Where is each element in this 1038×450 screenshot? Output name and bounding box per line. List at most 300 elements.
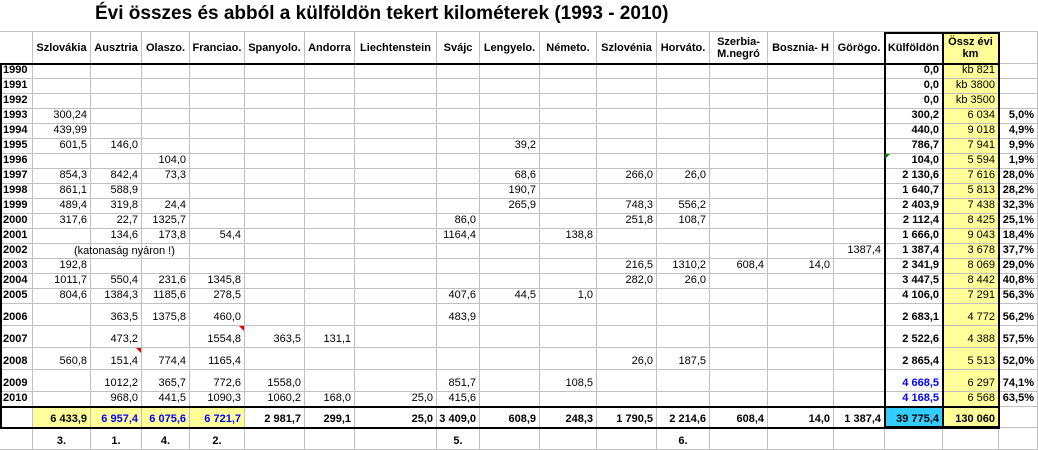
header-liechtenstein[interactable]: Liechtenstein — [355, 32, 437, 64]
year-cell[interactable]: 1995 — [0, 139, 33, 154]
cell-liechtenstein-2005[interactable] — [355, 289, 437, 304]
cell-nemeto-2008[interactable] — [540, 348, 597, 370]
cell-andorra-2009[interactable] — [305, 370, 355, 392]
cell-olaszo-2006[interactable]: 1375,8 — [142, 304, 190, 326]
cell-ausztria-1993[interactable] — [91, 109, 142, 124]
year-cell[interactable]: 1994 — [0, 124, 33, 139]
cell-gorogo-1997[interactable] — [834, 169, 885, 184]
cell-andorra-1993[interactable] — [305, 109, 355, 124]
cell-svajc-2008[interactable] — [437, 348, 480, 370]
cell-olaszo-1993[interactable] — [142, 109, 190, 124]
cell-lengyelo-2005[interactable]: 44,5 — [480, 289, 540, 304]
cell-bosznia-1994[interactable] — [768, 124, 834, 139]
cell-svajc-2001[interactable]: 1164,4 — [437, 229, 480, 244]
cell-bosznia-1995[interactable] — [768, 139, 834, 154]
rank-franciao[interactable]: 2. — [190, 428, 245, 450]
year-cell[interactable]: 1996 — [0, 154, 33, 169]
cell-ossz-km-2001[interactable]: 9 043 — [943, 229, 999, 244]
cell-szlovakia-1996[interactable] — [33, 154, 91, 169]
cell-liechtenstein-1991[interactable] — [355, 79, 437, 94]
cell-ausztria-2008[interactable]: 151,4 — [91, 348, 142, 370]
total-svajc[interactable]: 3 409,0 — [437, 407, 480, 428]
cell-szerbia-1991[interactable] — [710, 79, 768, 94]
cell-nemeto-2000[interactable] — [540, 214, 597, 229]
cell-ossz-km-2009[interactable]: 6 297 — [943, 370, 999, 392]
cell-arany-2008[interactable]: 52,0% — [999, 348, 1038, 370]
cell-kulfoldon-1990[interactable]: 0,0 — [885, 64, 943, 79]
cell-szlovakia-1992[interactable] — [33, 94, 91, 109]
year-cell[interactable]: 2003 — [0, 259, 33, 274]
cell-ossz-km-2008[interactable]: 5 513 — [943, 348, 999, 370]
cell-szlovenia-1999[interactable]: 748,3 — [597, 199, 657, 214]
cell-svajc-2010[interactable]: 415,6 — [437, 392, 480, 407]
cell-liechtenstein-1992[interactable] — [355, 94, 437, 109]
cell-franciao-2001[interactable]: 54,4 — [190, 229, 245, 244]
cell-lengyelo-2001[interactable] — [480, 229, 540, 244]
cell-kulfoldon-1998[interactable]: 1 640,7 — [885, 184, 943, 199]
cell-nemeto-2009[interactable]: 108,5 — [540, 370, 597, 392]
cell-gorogo-2000[interactable] — [834, 214, 885, 229]
cell-nemeto-1992[interactable] — [540, 94, 597, 109]
cell-gorogo-2001[interactable] — [834, 229, 885, 244]
cell-svajc-1995[interactable] — [437, 139, 480, 154]
cell-szlovakia-2003[interactable]: 192,8 — [33, 259, 91, 274]
cell-kulfoldon-2004[interactable]: 3 447,5 — [885, 274, 943, 289]
cell-szerbia-2002[interactable] — [710, 244, 768, 259]
total-lengyelo[interactable]: 608,9 — [480, 407, 540, 428]
cell-kulfoldon-2006[interactable]: 2 683,1 — [885, 304, 943, 326]
cell-arany-2000[interactable]: 25,1% — [999, 214, 1038, 229]
cell-ausztria-2009[interactable]: 1012,2 — [91, 370, 142, 392]
cell-spanyolo-1991[interactable] — [245, 79, 305, 94]
year-cell[interactable]: 1991 — [0, 79, 33, 94]
cell-horvato-2006[interactable] — [657, 304, 710, 326]
year-cell[interactable]: 2002 — [0, 244, 33, 259]
cell-kulfoldon-2003[interactable]: 2 341,9 — [885, 259, 943, 274]
cell-horvato-2007[interactable] — [657, 326, 710, 348]
cell-liechtenstein-1996[interactable] — [355, 154, 437, 169]
cell-olaszo-1992[interactable] — [142, 94, 190, 109]
cell-kulfoldon-1995[interactable]: 786,7 — [885, 139, 943, 154]
cell-ausztria-2010[interactable]: 968,0 — [91, 392, 142, 407]
cell-szlovakia-2000[interactable]: 317,6 — [33, 214, 91, 229]
cell-olaszo-1991[interactable] — [142, 79, 190, 94]
cell-nemeto-1998[interactable] — [540, 184, 597, 199]
cell-bosznia-1999[interactable] — [768, 199, 834, 214]
cell-lengyelo-2009[interactable] — [480, 370, 540, 392]
cell-ossz-km-1996[interactable]: 5 594 — [943, 154, 999, 169]
cell-szlovenia-1995[interactable] — [597, 139, 657, 154]
cell-olaszo-2001[interactable]: 173,8 — [142, 229, 190, 244]
cell-liechtenstein-2003[interactable] — [355, 259, 437, 274]
cell-lengyelo-1999[interactable]: 265,9 — [480, 199, 540, 214]
rank-lengyelo[interactable] — [480, 428, 540, 450]
year-cell[interactable]: 1999 — [0, 199, 33, 214]
header-ossz-km[interactable]: Össz évi km — [943, 32, 999, 64]
cell-franciao-1992[interactable] — [190, 94, 245, 109]
cell-nemeto-2003[interactable] — [540, 259, 597, 274]
cell-arany-1996[interactable]: 1,9% — [999, 154, 1038, 169]
cell-olaszo-1999[interactable]: 24,4 — [142, 199, 190, 214]
cell-spanyolo-1994[interactable] — [245, 124, 305, 139]
cell-nemeto-1996[interactable] — [540, 154, 597, 169]
cell-spanyolo-1992[interactable] — [245, 94, 305, 109]
cell-franciao-2009[interactable]: 772,6 — [190, 370, 245, 392]
total-franciao[interactable]: 6 721,7 — [190, 407, 245, 428]
total-szlovakia[interactable]: 6 433,9 — [33, 407, 91, 428]
cell-ossz-km-1995[interactable]: 7 941 — [943, 139, 999, 154]
cell-szerbia-1993[interactable] — [710, 109, 768, 124]
cell-horvato-1991[interactable] — [657, 79, 710, 94]
cell-lengyelo-2006[interactable] — [480, 304, 540, 326]
cell-ausztria-2000[interactable]: 22,7 — [91, 214, 142, 229]
cell-arany-2003[interactable]: 29,0% — [999, 259, 1038, 274]
cell-spanyolo-1993[interactable] — [245, 109, 305, 124]
cell-kulfoldon-2008[interactable]: 2 865,4 — [885, 348, 943, 370]
cell-ossz-km-2003[interactable]: 8 069 — [943, 259, 999, 274]
cell-franciao-2004[interactable]: 1345,8 — [190, 274, 245, 289]
cell-franciao-1990[interactable] — [190, 64, 245, 79]
cell-spanyolo-2008[interactable] — [245, 348, 305, 370]
cell-szerbia-1997[interactable] — [710, 169, 768, 184]
year-cell[interactable]: 2009 — [0, 370, 33, 392]
cell-gorogo-2009[interactable] — [834, 370, 885, 392]
cell-spanyolo-1996[interactable] — [245, 154, 305, 169]
header-szlovenia[interactable]: Szlovénia — [597, 32, 657, 64]
header-franciao[interactable]: Franciao. — [190, 32, 245, 64]
cell-szlovakia-2008[interactable]: 560,8 — [33, 348, 91, 370]
cell-szlovakia-2010[interactable] — [33, 392, 91, 407]
cell-ossz-km-2010[interactable]: 6 568 — [943, 392, 999, 407]
cell-olaszo-2004[interactable]: 231,6 — [142, 274, 190, 289]
cell-andorra-1999[interactable] — [305, 199, 355, 214]
cell-olaszo-1995[interactable] — [142, 139, 190, 154]
cell-kulfoldon-1999[interactable]: 2 403,9 — [885, 199, 943, 214]
cell-horvato-2005[interactable] — [657, 289, 710, 304]
cell-lengyelo-1994[interactable] — [480, 124, 540, 139]
cell-szlovakia-1998[interactable]: 861,1 — [33, 184, 91, 199]
cell-arany-1998[interactable]: 28,2% — [999, 184, 1038, 199]
cell-liechtenstein-1999[interactable] — [355, 199, 437, 214]
cell-arany-2005[interactable]: 56,3% — [999, 289, 1038, 304]
cell-liechtenstein-2002[interactable] — [355, 244, 437, 259]
cell-horvato-2001[interactable] — [657, 229, 710, 244]
cell-bosznia-2009[interactable] — [768, 370, 834, 392]
cell-szlovenia-2010[interactable] — [597, 392, 657, 407]
total-ossz-km[interactable]: 130 060 — [943, 407, 999, 428]
cell-liechtenstein-1995[interactable] — [355, 139, 437, 154]
cell-liechtenstein-2004[interactable] — [355, 274, 437, 289]
cell-nemeto-1999[interactable] — [540, 199, 597, 214]
cell-andorra-1998[interactable] — [305, 184, 355, 199]
year-cell[interactable]: 1992 — [0, 94, 33, 109]
header-gorogo[interactable]: Görögo. — [834, 32, 885, 64]
cell-ausztria-2001[interactable]: 134,6 — [91, 229, 142, 244]
cell-horvato-2009[interactable] — [657, 370, 710, 392]
total-nemeto[interactable]: 248,3 — [540, 407, 597, 428]
rank-szlovenia[interactable] — [597, 428, 657, 450]
cell-horvato-2010[interactable] — [657, 392, 710, 407]
cell-nemeto-1990[interactable] — [540, 64, 597, 79]
cell-ausztria-2006[interactable]: 363,5 — [91, 304, 142, 326]
cell-ausztria-1995[interactable]: 146,0 — [91, 139, 142, 154]
cell-liechtenstein-2000[interactable] — [355, 214, 437, 229]
cell-liechtenstein-2009[interactable] — [355, 370, 437, 392]
cell-bosznia-2003[interactable]: 14,0 — [768, 259, 834, 274]
cell-kulfoldon-2009[interactable]: 4 668,5 — [885, 370, 943, 392]
cell-szerbia-2009[interactable] — [710, 370, 768, 392]
cell-lengyelo-1991[interactable] — [480, 79, 540, 94]
cell-gorogo-2008[interactable] — [834, 348, 885, 370]
cell-ossz-km-1992[interactable]: kb 3500 — [943, 94, 999, 109]
cell-liechtenstein-1994[interactable] — [355, 124, 437, 139]
rank-svajc[interactable]: 5. — [437, 428, 480, 450]
cell-nemeto-1995[interactable] — [540, 139, 597, 154]
cell-franciao-1998[interactable] — [190, 184, 245, 199]
cell-horvato-1995[interactable] — [657, 139, 710, 154]
cell-franciao-1991[interactable] — [190, 79, 245, 94]
cell-szlovenia-1998[interactable] — [597, 184, 657, 199]
cell-kulfoldon-2002[interactable]: 1 387,4 — [885, 244, 943, 259]
cell-horvato-2003[interactable]: 1310,2 — [657, 259, 710, 274]
cell-liechtenstein-1993[interactable] — [355, 109, 437, 124]
cell-horvato-2000[interactable]: 108,7 — [657, 214, 710, 229]
cell-nemeto-2010[interactable] — [540, 392, 597, 407]
cell-ausztria-1990[interactable] — [91, 64, 142, 79]
cell-andorra-1994[interactable] — [305, 124, 355, 139]
header-kulfoldon[interactable]: Külföldön — [885, 32, 943, 64]
rank-year-blank[interactable] — [0, 428, 33, 450]
header-szerbia[interactable]: Szerbia- M.negró — [710, 32, 768, 64]
cell-szlovenia-2006[interactable] — [597, 304, 657, 326]
header-year-blank[interactable] — [0, 32, 33, 64]
cell-arany-2004[interactable]: 40,8% — [999, 274, 1038, 289]
cell-szlovenia-2003[interactable]: 216,5 — [597, 259, 657, 274]
cell-olaszo-2003[interactable] — [142, 259, 190, 274]
cell-szerbia-1992[interactable] — [710, 94, 768, 109]
cell-spanyolo-2002[interactable] — [245, 244, 305, 259]
cell-szlovenia-1996[interactable] — [597, 154, 657, 169]
cell-ausztria-2004[interactable]: 550,4 — [91, 274, 142, 289]
cell-franciao-2003[interactable] — [190, 259, 245, 274]
cell-svajc-2000[interactable]: 86,0 — [437, 214, 480, 229]
cell-szlovakia-1990[interactable] — [33, 64, 91, 79]
cell-horvato-1990[interactable] — [657, 64, 710, 79]
cell-andorra-2010[interactable]: 168,0 — [305, 392, 355, 407]
cell-franciao-2007[interactable]: 1554,8 — [190, 326, 245, 348]
cell-arany-1994[interactable]: 4,9% — [999, 124, 1038, 139]
cell-franciao-2000[interactable] — [190, 214, 245, 229]
cell-andorra-1992[interactable] — [305, 94, 355, 109]
cell-szlovakia-2004[interactable]: 1011,7 — [33, 274, 91, 289]
cell-andorra-2006[interactable] — [305, 304, 355, 326]
cell-bosznia-1996[interactable] — [768, 154, 834, 169]
cell-andorra-2007[interactable]: 131,1 — [305, 326, 355, 348]
cell-svajc-1998[interactable] — [437, 184, 480, 199]
cell-liechtenstein-2006[interactable] — [355, 304, 437, 326]
year-cell[interactable]: 2001 — [0, 229, 33, 244]
cell-szerbia-1996[interactable] — [710, 154, 768, 169]
rank-szerbia[interactable] — [710, 428, 768, 450]
year-cell[interactable]: 2006 — [0, 304, 33, 326]
header-olaszo[interactable]: Olaszo. — [142, 32, 190, 64]
cell-liechtenstein-1998[interactable] — [355, 184, 437, 199]
cell-bosznia-1990[interactable] — [768, 64, 834, 79]
cell-svajc-1997[interactable] — [437, 169, 480, 184]
cell-svajc-1994[interactable] — [437, 124, 480, 139]
cell-spanyolo-2010[interactable]: 1060,2 — [245, 392, 305, 407]
cell-franciao-2005[interactable]: 278,5 — [190, 289, 245, 304]
cell-szlovenia-1990[interactable] — [597, 64, 657, 79]
cell-arany-1999[interactable]: 32,3% — [999, 199, 1038, 214]
cell-bosznia-2007[interactable] — [768, 326, 834, 348]
cell-szlovenia-1994[interactable] — [597, 124, 657, 139]
cell-spanyolo-2005[interactable] — [245, 289, 305, 304]
cell-lengyelo-2000[interactable] — [480, 214, 540, 229]
cell-andorra-2000[interactable] — [305, 214, 355, 229]
cell-ossz-km-1997[interactable]: 7 616 — [943, 169, 999, 184]
cell-kulfoldon-2007[interactable]: 2 522,6 — [885, 326, 943, 348]
cell-franciao-2002[interactable] — [190, 244, 245, 259]
cell-ausztria-1998[interactable]: 588,9 — [91, 184, 142, 199]
cell-bosznia-1993[interactable] — [768, 109, 834, 124]
cell-gorogo-1992[interactable] — [834, 94, 885, 109]
cell-andorra-2005[interactable] — [305, 289, 355, 304]
cell-szlovakia-1999[interactable]: 489,4 — [33, 199, 91, 214]
cell-svajc-2002[interactable] — [437, 244, 480, 259]
cell-ausztria-1992[interactable] — [91, 94, 142, 109]
cell-szlovenia-2004[interactable]: 282,0 — [597, 274, 657, 289]
cell-svajc-2003[interactable] — [437, 259, 480, 274]
cell-szlovenia-2001[interactable] — [597, 229, 657, 244]
cell-szlovakia-1995[interactable]: 601,5 — [33, 139, 91, 154]
cell-spanyolo-1995[interactable] — [245, 139, 305, 154]
rank-kulfoldon[interactable] — [885, 428, 943, 450]
cell-ossz-km-1998[interactable]: 5 813 — [943, 184, 999, 199]
cell-szlovakia-1994[interactable]: 439,99 — [33, 124, 91, 139]
cell-horvato-1992[interactable] — [657, 94, 710, 109]
cell-arany-2002[interactable]: 37,7% — [999, 244, 1038, 259]
cell-spanyolo-2001[interactable] — [245, 229, 305, 244]
cell-spanyolo-2004[interactable] — [245, 274, 305, 289]
total-ratio-blank[interactable] — [999, 407, 1038, 428]
cell-spanyolo-1990[interactable] — [245, 64, 305, 79]
cell-franciao-1993[interactable] — [190, 109, 245, 124]
cell-ossz-km-1994[interactable]: 9 018 — [943, 124, 999, 139]
cell-olaszo-1998[interactable] — [142, 184, 190, 199]
header-szlovakia[interactable]: Szlovákia — [33, 32, 91, 64]
year-cell[interactable]: 2007 — [0, 326, 33, 348]
cell-liechtenstein-2008[interactable] — [355, 348, 437, 370]
cell-gorogo-2007[interactable] — [834, 326, 885, 348]
total-szerbia[interactable]: 608,4 — [710, 407, 768, 428]
cell-gorogo-2004[interactable] — [834, 274, 885, 289]
cell-szlovakia-2005[interactable]: 804,6 — [33, 289, 91, 304]
cell-gorogo-1991[interactable] — [834, 79, 885, 94]
cell-horvato-1997[interactable]: 26,0 — [657, 169, 710, 184]
cell-arany-1992[interactable] — [999, 94, 1038, 109]
cell-spanyolo-1997[interactable] — [245, 169, 305, 184]
cell-nemeto-2002[interactable] — [540, 244, 597, 259]
cell-kulfoldon-1996[interactable]: 104,0 — [885, 154, 943, 169]
cell-andorra-1997[interactable] — [305, 169, 355, 184]
cell-andorra-2001[interactable] — [305, 229, 355, 244]
cell-spanyolo-1999[interactable] — [245, 199, 305, 214]
cell-szlovenia-2009[interactable] — [597, 370, 657, 392]
cell-nemeto-2007[interactable] — [540, 326, 597, 348]
cell-gorogo-2006[interactable] — [834, 304, 885, 326]
rank-horvato[interactable]: 6. — [657, 428, 710, 450]
cell-szlovakia-2009[interactable] — [33, 370, 91, 392]
cell-horvato-1999[interactable]: 556,2 — [657, 199, 710, 214]
total-year-blank[interactable] — [0, 407, 33, 428]
cell-kulfoldon-2001[interactable]: 1 666,0 — [885, 229, 943, 244]
cell-lengyelo-2002[interactable] — [480, 244, 540, 259]
cell-gorogo-2003[interactable] — [834, 259, 885, 274]
cell-franciao-1997[interactable] — [190, 169, 245, 184]
cell-olaszo-1990[interactable] — [142, 64, 190, 79]
total-kulfoldon[interactable]: 39 775,4 — [885, 407, 943, 428]
cell-olaszo-2010[interactable]: 441,5 — [142, 392, 190, 407]
cell-szerbia-1999[interactable] — [710, 199, 768, 214]
cell-kulfoldon-1992[interactable]: 0,0 — [885, 94, 943, 109]
cell-szerbia-2005[interactable] — [710, 289, 768, 304]
cell-ausztria-2003[interactable] — [91, 259, 142, 274]
cell-ossz-km-2005[interactable]: 7 291 — [943, 289, 999, 304]
cell-kulfoldon-2010[interactable]: 4 168,5 — [885, 392, 943, 407]
header-lengyelo[interactable]: Lengyelo. — [480, 32, 540, 64]
cell-spanyolo-2007[interactable]: 363,5 — [245, 326, 305, 348]
cell-gorogo-1993[interactable] — [834, 109, 885, 124]
cell-szerbia-2000[interactable] — [710, 214, 768, 229]
cell-horvato-1998[interactable] — [657, 184, 710, 199]
cell-olaszo-2005[interactable]: 1185,6 — [142, 289, 190, 304]
cell-svajc-2005[interactable]: 407,6 — [437, 289, 480, 304]
cell-szerbia-2007[interactable] — [710, 326, 768, 348]
cell-franciao-2006[interactable]: 460,0 — [190, 304, 245, 326]
cell-arany-2007[interactable]: 57,5% — [999, 326, 1038, 348]
cell-szlovakia-1997[interactable]: 854,3 — [33, 169, 91, 184]
total-liechtenstein[interactable]: 25,0 — [355, 407, 437, 428]
cell-bosznia-2001[interactable] — [768, 229, 834, 244]
cell-bosznia-2008[interactable] — [768, 348, 834, 370]
cell-spanyolo-2006[interactable] — [245, 304, 305, 326]
cell-ausztria-1999[interactable]: 319,8 — [91, 199, 142, 214]
cell-gorogo-2005[interactable] — [834, 289, 885, 304]
cell-bosznia-2005[interactable] — [768, 289, 834, 304]
cell-gorogo-1999[interactable] — [834, 199, 885, 214]
year-cell[interactable]: 1997 — [0, 169, 33, 184]
cell-horvato-1994[interactable] — [657, 124, 710, 139]
cell-svajc-1992[interactable] — [437, 94, 480, 109]
cell-franciao-1994[interactable] — [190, 124, 245, 139]
cell-svajc-1999[interactable] — [437, 199, 480, 214]
rank-szlovakia[interactable]: 3. — [33, 428, 91, 450]
cell-szlovenia-1993[interactable] — [597, 109, 657, 124]
cell-lengyelo-2004[interactable] — [480, 274, 540, 289]
cell-gorogo-1994[interactable] — [834, 124, 885, 139]
cell-horvato-2002[interactable] — [657, 244, 710, 259]
cell-ausztria-1994[interactable] — [91, 124, 142, 139]
rank-ratio-blank[interactable] — [999, 428, 1038, 450]
cell-olaszo-2000[interactable]: 1325,7 — [142, 214, 190, 229]
cell-ossz-km-1991[interactable]: kb 3800 — [943, 79, 999, 94]
cell-svajc-1993[interactable] — [437, 109, 480, 124]
total-andorra[interactable]: 299,1 — [305, 407, 355, 428]
cell-ossz-km-2002[interactable]: 3 678 — [943, 244, 999, 259]
cell-kulfoldon-2000[interactable]: 2 112,4 — [885, 214, 943, 229]
cell-lengyelo-1998[interactable]: 190,7 — [480, 184, 540, 199]
